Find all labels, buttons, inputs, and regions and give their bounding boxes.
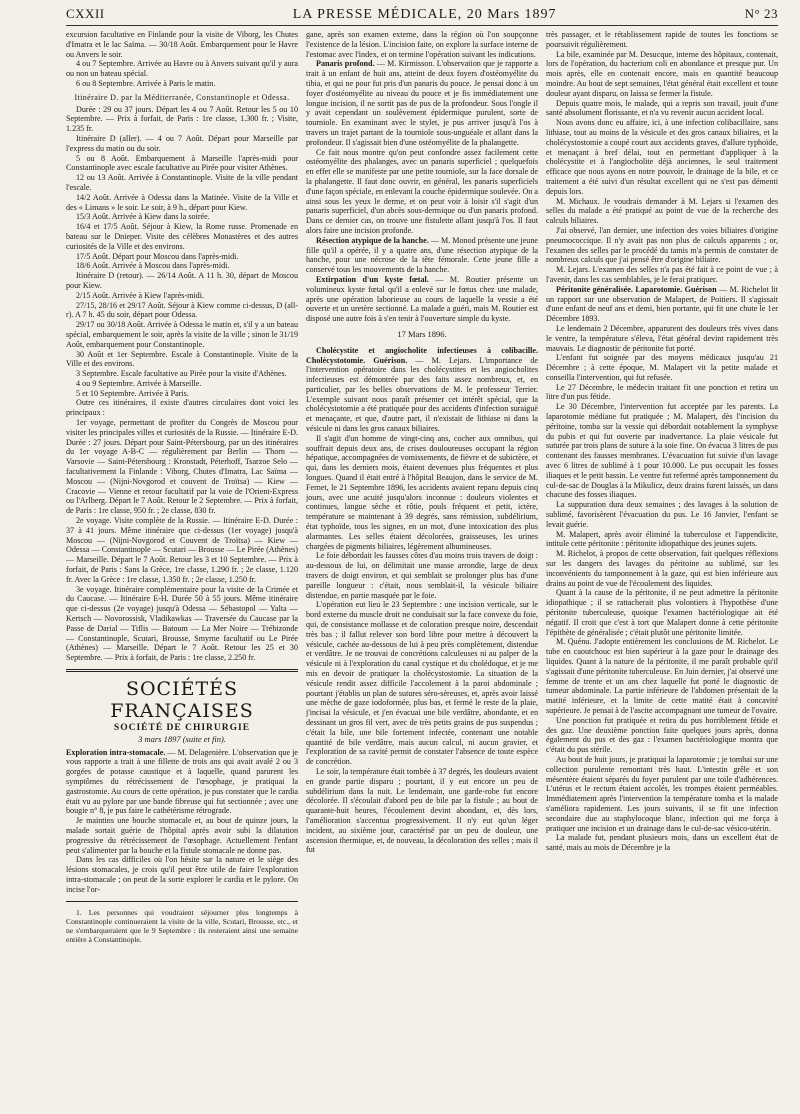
paragraph: Durée : 29 ou 37 jours. Départ les 4 ou 7 Août. Retour les 5 ou 10 Septembre. — Prix à forfait, de Paris : 1re classe, 1.300 fr. ; Visite, 1.235 fr. — [66, 104, 298, 134]
article — [66, 748, 298, 817]
paragraph: 18/6 Août. Arrivée à Moscou dans l'après-midi. — [76, 261, 230, 271]
journal-title: LA PRESSE MÉDICALE, 20 Mars 1897 — [292, 7, 557, 22]
article-author: — M. Delagenière. — [167, 747, 231, 757]
meeting-date: 17 Mars 1896. — [397, 328, 447, 339]
paragraph: M. Quénu. J'adopte entièrement les conclusions de M. Richelot. Le tube en caoutchouc est bien supérieur à la gaze pour le drainage des liquides. Quant à la nature de la péritonite, il me paraît probable qu'il s'agissait d'une péritonite tuberculeuse. En Juin dernier, j'ai observé une femme de trente et un ans chez laquelle fut porté le diagnostic de tumeur abdominale. La partie inférieure de l'abdomen présentait de la matité inférieure, et la limite de cette matité était à concavité supérieure. Je pensai à de l'ascite accompagnant une tumeur de l'ovaire. — [546, 637, 778, 715]
paragraph: Nous avons donc eu affaire, ici, à une infection colibacillaire, sans lithiase, tout au moins de la vésicule et des gros canaux biliaires, et la cholécystostomie a coupé court aux accidents graves, d'allure typhoïde, et menaçant à bref délai, tout en permettant d'appliquer à la cholécystite et à l'angiocholite déjà anciennes, le seul traitement efficace que nous ayons en notre pouvoir, le drainage de la bile, et ce traitement a été suivi d'un résultat excellent qui ne s'est pas démenti depuis lors. — [546, 118, 778, 196]
paragraph: 3 Septembre. Escale facultative au Pirée pour la visite d'Athènes. — [76, 369, 287, 379]
footnote: 1. Les personnes qui voudraient séjourner plus longtemps à Constantinople continueraient la visite de la ville, Scutari, Brousse, etc., et ne s'embarqueraient que le 9 Septembre : ils resteraient ainsi une semaine entière à Constantinople. — [66, 907, 298, 944]
column-2 — [306, 30, 538, 1110]
article-body: — M. Richelot lit un rapport sur une observation de Malapert, de Poitiers. Il s'agissait d'une enfant de neuf ans et demi, bien portante, qui fit une chute le 1er Décembre 1893. — [546, 284, 778, 324]
society-title: SOCIÉTÉ DE CHIRURGIE — [113, 723, 251, 733]
paragraph: 15/3 Août. Arrivée à Kiew dans la soirée. — [76, 212, 210, 222]
article-body: L'importance de l'intervention opératoire dans les cholécystites et les angiocholites infectieuses est démontrée par des faits assez nombreux, et, en particulier, par les belles observations de M. le professeur Terrier. L'exemple suivant nous paraît présenter cet intérêt spécial, que la cholécystotomie a été pratiquée pour des accidents d'infection suraiguë et menaçante, et que, d'autre part, il n'existait de lithiase ni dans la vésicule ni dans les gros canaux biliaires. — [306, 355, 538, 434]
paragraph: 12 ou 13 Août. Arrivée à Constantinople. Visite de la ville pendant l'escale. — [66, 173, 298, 192]
paragraph: Le 30 Décembre, l'intervention fut acceptée par les parents. La laparotomie médiane fut pratiquée ; M. Malapert, dès l'incision du péritoine, tomba sur la vessie qui débordait notablement la symphyse du pubis et qui fut ouverte par inadvertance. La plaie vésicale fut suturée par trois plans de suture à la soie fine. On évacua 3 litres de pus contenant des fausses membranes. L'évacuation fut suivie d'un lavage avec 6 litres de sublimé à 1 pour 10.000. Le pus occupait les fosses iliaques et le petit bassin. Le ventre fut refermé après tamponnement du cul-de-sac de Douglas à la Mikulicz, deux drains furent laissés, un dans chacune des fosses iliaques. — [546, 402, 778, 500]
paragraph: 4 ou 9 Septembre. Arrivée à Marseille. — [76, 378, 202, 388]
paragraph: 5 ou 8 Août. Embarquement à Marseille l'après-midi pour Constantinople avec escale facultative au Pirée pour visiter Athènes. — [66, 153, 298, 173]
paragraph: M. Lejars. L'examen des selles n'a pas été fait à ce point de vue ; à l'avenir, dans les cas semblables, je le ferai pratiquer. — [546, 265, 778, 284]
paragraph: 16/4 et 17/5 Août. Séjour à Kiew, la Rome russe. Promenade en bateau sur le Dnieper. Visite des célèbres Monastères et des autres curiosités de la Ville et des environs. — [66, 222, 298, 251]
article-body: présente une jeune fille qu'il a opérée, il y a quatre ans, d'une résection atypique de la hanche, pour une nécrose de la tête fémorale. Cette jeune fille a conservé tous les mouvements de la hanche. — [306, 235, 538, 275]
article-body: L'observation que je vous rapporte a trait à une fillette de trois ans qui avait avalé 2 ou 3 gorgées de potasse caustique et à laquelle, quand parurent les symptômes du rétrécissement de l'œsophage, je pratiquai la gastrostomie. Au cours de cette opération, je pus constater que le cardia était vu au pylore par une bande fibreuse qui fut sectionnée ; avec une bougie n° 8, je pus faire le cathétérisme rétrograde. — [66, 747, 298, 816]
page-number: CXXII — [66, 6, 105, 21]
paragraph: 5 et 10 Septembre. Arrivée à Paris. — [76, 388, 189, 398]
paragraph: 29/17 ou 30/18 Août. Arrivée à Odessa le matin et, s'il y a un bateau spécial, embarquement le soir, après la visite de la ville ; sinon le 31/19 Août, embarquement pour Constantinople. — [66, 320, 298, 349]
article — [306, 236, 538, 275]
paragraph: très passager, et le rétablissement rapide de toutes les fonctions se poursuivit régulièrement. — [546, 30, 778, 49]
article-body: présente un volumineux kyste fœtal qu'il a enlevé sur le fœtus chez une malade, après une opération laborieuse au cours de laquelle la vessie a été ouverte et un uretère sectionné. La malade a guéri, mais M. Routier est disposé une autre fois à s'en tenir à l'ouverture simple du kyste. — [306, 274, 538, 324]
article-author: — M. Routier — [435, 274, 490, 284]
section-divider — [66, 669, 298, 672]
paragraph: Le 27 Décembre, le médecin traitant fit une ponction et retira un litre d'un pus fétide. — [546, 382, 778, 402]
article-author: — M. Lejars. — [415, 355, 472, 365]
paragraph: La bile, examinée par M. Desucque, interne des hôpitaux, contenait, lors de l'opération, du bacterium coli en abondance et presque pur. Un mois après, elle en contenait encore, mais en quantité beaucoup moindre. Au bout de sept semaines, l'état général était excellent et toute douleur ayant disparu, on laissa se fermer la fistule. — [546, 49, 778, 98]
paragraph: Le lendemain 2 Décembre, apparurent des douleurs très vives dans le ventre, la température s'éleva, l'état général devint rapidement très mauvais. Le diagnostic de péritonite fut porté. — [546, 323, 778, 353]
paragraph: Ce fait nous montre qu'on peut confondre assez facilement cette ostéomyélite des phalanges, avec un panaris superficiel ; quelquefois en effet elle se manifeste par une petite tourniole, sur la face dorsale de la phalangette. Il faut donc ouvrir, en général, les panaris superficiels d'une façon spéciale, en enlevant la couche épidermique soulevée. On a ainsi sous les yeux le derme, et on peut voir à loisir s'il s'agit d'un panaris superficiel, d'un abcès sous-dermique ou d'un panaris profond. Dans ce dernier cas, on trouve une fistulette allant jusqu'à l'os. Il faut alors faire une incision profonde. — [306, 147, 538, 235]
paragraph: Outre ces itinéraires, il existe d'autres circulaires dont voici les principaux : — [66, 398, 298, 418]
paragraph: 14/2 Août. Arrivée à Odessa dans la Matinée. Visite de la Ville et des « Limans » le soir. Le soir, à 9 h., départ pour Kiew. — [66, 192, 298, 212]
paragraph: Dans les cas difficiles où l'on hésite sur la nature et le siège des lésions stomacales, je crois qu'il peut être utile de faire l'exploration intra-stomacale ; on peut de la sorte explorer le cardia et le pylore. On incise l'or- — [66, 855, 298, 894]
article-body: L'observation que je rapporte a trait à un enfant de huit ans, atteint de deux foyers d'ostéomyélite du tibia, et qui ne pour fut pris d'un panaris du pouce. Je pensai donc à un foyer d'ostéomyélite au niveau du pouce et je fis immédiatement une longue incision, il ne sortit pas de pus de la profondeur. Sous l'ongle il y avait cependant un soulèvement épidermique purulent, sorte de tourniole. En examinant avec le stylet, je pus arriver jusqu'à l'os à travers un trajet partant de la tourniole sous-unguéale et allant dans la profondeur. Il s'agissait bien d'une ostéomyélite de la phalangette. — [306, 59, 538, 147]
paragraph: 30 Août et 1er Septembre. Escale à Constantinople. Visite de la Ville et des environs. — [66, 349, 298, 369]
paragraph: gane, après son examen externe, dans la région où l'on soupçonne l'existence de la lésion. L'incision faite, on explore la surface interne de l'estomac avec l'index, et on termine l'opération suivant les indications. — [306, 30, 538, 59]
paragraph: excursion facultative en Finlande pour la visite de Viborg, les Chutes d'Imatra et le lac Saïma. — 30/18 Août. Embarquement pour le Havre ou Anvers le soir. — [66, 30, 298, 59]
column-1 — [66, 30, 298, 1110]
paragraph: 3e voyage. Itinéraire complémentaire pour la visite de la Crimée et du Caucase. — Itinéraire E-H. Durée 50 à 55 jours. Même itinéraire que ci-dessus (2e voyage) jusqu'à Odessa — Sébastopol — Yalta — Kertsch — Novorossisk, Vladikawkas — Traversée du Caucase par la Passe de Darial — Tiflis — Batoum — La Mer Noire — Trébizonde — Constantinople, Scutari, Brousse, Smyrne facultatif ou Le Pirée (Athènes) — Marseille. Départ le 7 Août. Retour les 25 et 30 Septembre. — Prix à forfait, de Paris : 1re classe, 2.250 fr. — [66, 584, 298, 663]
paragraph: Le soir, la température était tombée à 37 degrés, les douleurs avaient en grande partie disparu ; pourtant, il y eut encore un peu de subdélirium dans la nuit. Le lendemain, une garde-robe fut encore décolorée. Il s'écoulait d'abord peu de bile par la fistule ; au bout de quarante-huit heures, l'écoulement devint abondant, et, dès lors, l'amélioration s'accentua progressivement. Il n'y eut qu'un léger incident, au sixième jour, caractérisé par un peu de douleur, une ascension thermique, et, de nouveau, la décoloration des selles ; mais il fut — [306, 766, 538, 855]
footnote-divider — [66, 901, 298, 902]
article-title: Extirpation d'un kyste fœtal. — [316, 274, 429, 284]
article-title: Cholécystite et angiocholite infectieuses à colibacille. Cholécystotomie. Guérison. — [306, 345, 538, 365]
section-title: SOCIÉTÉS FRANÇAISES — [110, 678, 254, 722]
columns — [66, 30, 778, 1110]
paragraph: Quant à la cause de la péritonite, il ne peut admettre la péritonite idiopathique ; il se rattacherait plus volontiers à l'hypothèse d'une péritonite tuberculeuse, quoique l'examen bactériologique ait été négatif. Il croit que c'est à tort que Malapert donne à cette péritonite l'épithète de généralisée ; c'était plutôt une péritonite limitée. — [546, 588, 778, 637]
article-title: Panaris profond. — [316, 59, 375, 69]
paragraph: Depuis quatre mois, le malade, qui a repris son travail, jouit d'une santé absolument florissante, et n'a vu revenir aucun accident local. — [546, 98, 778, 118]
paragraph: La malade fut, pendant plusieurs mois, dans un excellent état de santé, mais au mois de Décembre je la — [546, 833, 778, 853]
paragraph: 4 ou 7 Septembre. Arrivée au Havre ou à Anvers suivant qu'il y aura ou non un bateau spécial. — [66, 59, 298, 79]
paragraph: L'enfant fut soignée par des moyens médicaux jusqu'au 21 Décembre ; à cette époque, M. Malapert vit la petite malade et conseilla l'intervention, qui fut refusée. — [546, 353, 778, 382]
paragraph: M. Richelot, à propos de cette observation, fait quelques réflexions sur les dangers des lavages du péritoine au sublimé, sur les inconvénients du tamponnement à la gaze, qui est bien inférieure aux drains au point de vue de l'écoulement des liquides. — [546, 549, 778, 588]
paragraph: M. Malapert, après avoir éliminé la tuberculose et l'appendicite, intitule cette péritonite : péritonite idiopathique des jeunes sujets. — [546, 529, 778, 549]
itinerary-heading: Itinéraire D. par la Méditerranée, Constantinople et Odessa. — [74, 92, 290, 102]
paragraph: 2/15 Août. Arrivée à Kiew l'après-midi. — [76, 290, 205, 300]
paragraph: Une ponction fut pratiquée et retira du pus horriblement fétide et des gaz. Une deuxième ponction faite quelques jours après, donna également du pus et des gaz : l'examen bactériologique montra que c'était du pus stérile. — [546, 715, 778, 755]
paragraph: 2e voyage. Visite complète de la Russie. — Itinéraire E-D. Durée : 37 à 41 jours. Même itinéraire que ci-dessus (1er voyage) jusqu'à Moscou — (Nijni-Novgorod et Couvent de Troïtsa) — Kiew — Odessa — Constantinople — Scutari — Brousse — Le Pirée (Athènes) — Marseille. Départ le 7 Août. Retour les 3 et 10 Septembre. — Prix à forfait, de Paris : Sans la Grèce, 1re classe, 1.290 fr. ; 2e classe, 1.120 fr. Avec la Grèce : 1re classe, 1.350 fr. ; 2e classe, 1.250 fr. — [66, 516, 298, 584]
article-author: — M. Monod — [430, 235, 476, 245]
paragraph: 27/15, 28/16 et 29/17 Août. Séjour à Kiew comme ci-dessus, D (all-r). A 7 h. 45 du soir, départ pour Odessa. — [66, 300, 298, 320]
article-title: Exploration intra-stomacale. — [66, 747, 166, 757]
column-3 — [546, 30, 778, 1110]
paragraph: 17/5 Août. Départ pour Moscou dans l'après-midi. — [76, 251, 239, 261]
paragraph: M. Michaux. Je voudrais demander à M. Lejars si l'examen des selles du malade a été pratiqué au point de vue de la recherche des calculs biliaires. — [546, 196, 778, 226]
paragraph: Itinéraire D (retour). — 26/14 Août. A 11 h. 30, départ de Moscou pour Kiew. — [66, 271, 298, 290]
paragraph: Il s'agit d'un homme de vingt-cinq ans, cocher aux omnibus, qui souffrait depuis deux ans, de crises douloureuses occupant la région hépatique, accompagnées de vomissements, de fièvre et de subictère, et qui, dans les derniers mois, étaient devenues plus fréquentes et plus longues. Quand il était entré à l'hôpital Beaujon, dans le service de M. Fernet, le 21 Septembre 1896, les accidents avaient reparu depuis cinq jours, avec une acuité jusqu'alors inconnue : douleurs violentes et continues, langue sèche et rôtie, pouls fréquent et petit, ictère, température se maintenant à 39 degrés, sans rémission, subdélirium, état typhoïde, tous les signes, en un mot, d'une intoxication des plus alarmantes. Les selles étaient décolorées, graisseuses, les urines chargées de pigments biliaires, légèrement albumineuses. — [306, 433, 538, 551]
paragraph: Le foie débordait les fausses côtes d'au moins trois travers de doigt : au-dessous de lui, on délimitait une masse arrondie, large de deux travers de doigt environ, et qui semblait se prolonger plus bas d'une pareille longueur : c'était, nous semblait-il, la vésicule biliaire distendue, en partie masquée par le foie. — [306, 551, 538, 600]
paragraph: Je maintins une bouche stomacale et, au bout de quinze jours, la malade sortait guérie de l'hôpital après avoir subi la dilatation progressive du rétrécissement de l'œsophage. Actuellement l'enfant peut s'alimenter par la bouche et la fistule stomacale ne donne pas. — [66, 816, 298, 855]
issue-number: N° 23 — [744, 6, 778, 21]
paragraph: Itinéraire D (aller). — 4 ou 7 Août. Départ pour Marseille par l'express du matin ou du soir. — [66, 133, 298, 153]
article-title: Résection atypique de la hanche. — [316, 235, 429, 245]
article — [546, 285, 778, 324]
article — [306, 275, 538, 324]
paragraph: La suppuration dura deux semaines ; des lavages à la solution de sublimé, favorisèrent l'évacuation du pus. Le 16 Janvier, l'enfant se levait guérie. — [546, 500, 778, 529]
article-title: Péritonite généralisée. Laparotomie. Guérison — [556, 284, 717, 294]
paragraph: Au bout de huit jours, je pratiquai la laparotomie ; je tombai sur une collection purulente remontant très haut. L'intestin grêle et son mésentère étaient séparés du foyer purulent par une toile d'adhérences. L'utérus et le rectum étaient accolés, les trompes étaient perméables. Immédiatement après l'intervention la température tomba et la malade s'améliora rapidement. Les jours suivants, il se fit une infection secondaire due au staphylocoque blanc, infection qui me força à pratiquer une incision et un drainage dans le cul-de-sac vésico-utérin. — [546, 754, 778, 833]
paragraph: 1er voyage, permettant de profiter du Congrès de Moscou pour visiter les principales villes et curiosités de la Russie. — Itinéraire E-D. Durée : 27 jours. Départ pour Saint-Pétersbourg, par un des itinéraires du 1er voyage A-B-C — régulièrement par Berlin — Thorn — Varsovie — Saint-Pétersbourg : Kronstadt, Péterhoff, Tsarzoe Selo — facultativement la Finlande : Viborg, Chutes d'Imatra, Lac Saïma — Moscou — (Nijni-Novgorod et couvent de Troïtsa) — Kiew — Cracovie — Vienne et retour facultatif par la voie de l'Orient-Express ou l'Arlberg. Départ le 7 Août. Retour le 2 Septembre. — Prix à forfait, de Paris : 1re classe, 950 fr. ; 2e classe, 830 fr. — [66, 418, 298, 516]
article — [306, 59, 538, 147]
page-header — [66, 6, 778, 26]
paragraph: L'opération eut lieu le 23 Septembre : une incision verticale, sur le bord externe du muscle droit ne conduisait sur la face convexe du foie, qui, de consistance mollasse et de coloration presque noire, descendait très bas ; il fallut relever son bord libre pour mettre à découvert la vésicule, cachée au-dessous de lui à peu près complètement, distendue et verdâtre. Je ne trouvai de concrétions calculeuses ni au palper de la vésicule ni à l'exploration du canal cystique et du cholédoque, et je me mis en devoir de pratiquer la cholécystostomie. La situation de la vésicule rendit assez difficile l'accolement à la paroi abdominale ; pourtant j'établis un plan de sutures séro-séreuses, et, après avoir laissé une mèche de gaze iodoformée, plus bas, et fermé le reste de la plaie, j'incisai la vésicule, et j'en évacuai une bile verdâtre, abondante, et en dessinant un gros fil vert, avec de très petits grains de pus suspendus ; c'était la bile, une bile fortement infectée, contenant une notable quantité de bile verdâtre, mais aucun calcul, ni aucun gravier, et l'exploration de sa cavité permit de constater l'absence de toute espèce de concrétion. — [306, 600, 538, 767]
paragraph: 6 ou 8 Septembre. Arrivée à Paris le matin. — [76, 78, 216, 88]
meeting-date: 3 mars 1897 (suite et fin). — [138, 733, 226, 744]
article-author: — M. Kirmisson. — [376, 59, 435, 69]
article — [306, 346, 538, 434]
paragraph: J'ai observé, l'an dernier, une infection des voies biliaires d'origine pneumococcique. Il n'y avait pas non plus de calculs apparents ; or, l'examen des selles par le procédé du tamis m'a permis de constater de nombreux calculs que j'ai pensé être d'origine biliaire. — [546, 225, 778, 265]
